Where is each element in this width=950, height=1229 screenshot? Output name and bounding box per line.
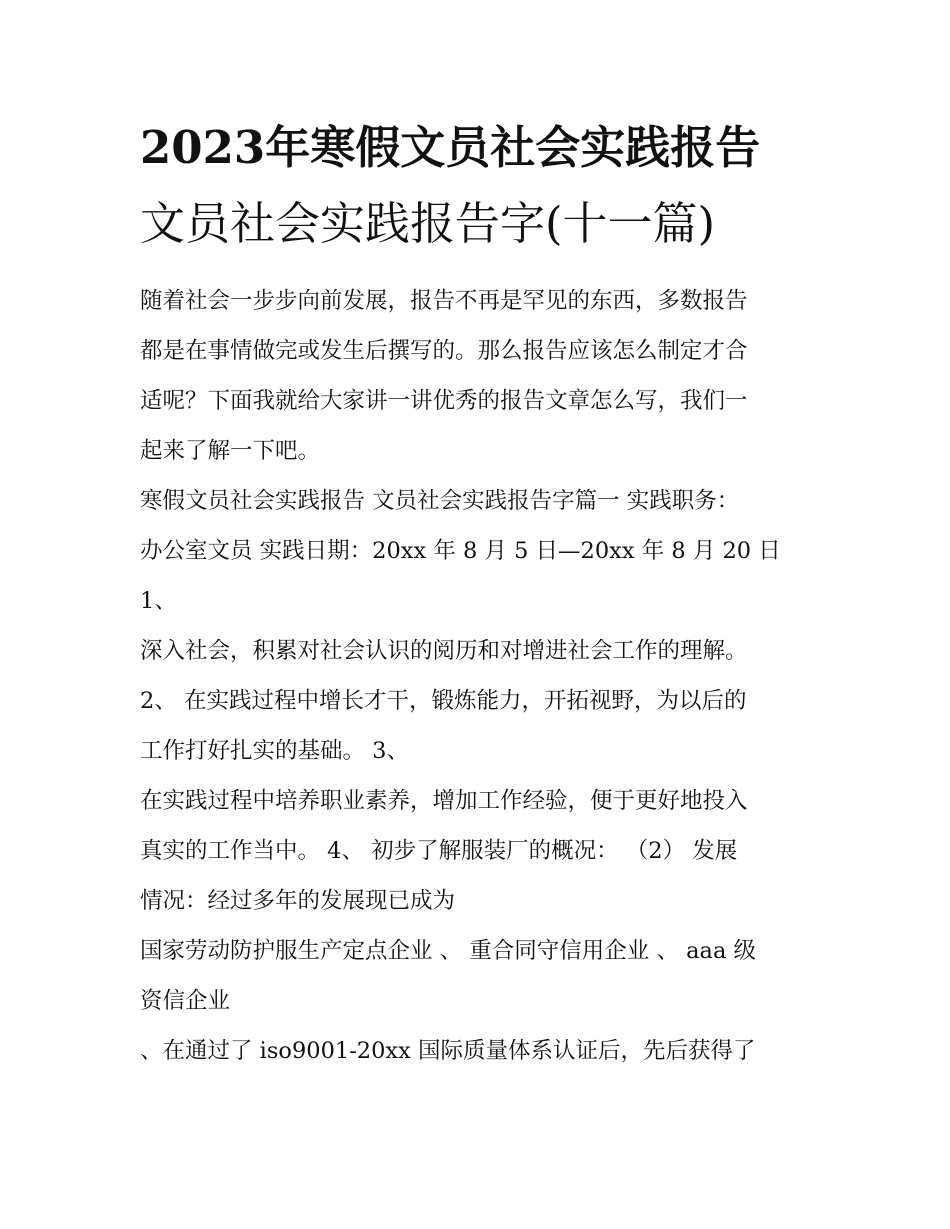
body-line-9: 2、 在实践过程中增长才干，锻炼能力，开拓视野，为以后的 [140,688,747,714]
body-line-15: 资信企业 [140,988,231,1014]
title-line-1-text: 年寒假文员社会实践报告 [265,121,761,174]
body-line-14: 国家劳动防护服生产定点企业 、 重合同守信用企业 、 aaa 级 [140,938,757,964]
title-year: 2023 [140,121,266,174]
body-line-1: 随着社会一步步向前发展，报告不再是罕见的东西，多数报告 [140,288,748,314]
body-line-2: 都是在事情做完或发生后撰写的。那么报告应该怎么制定才合 [140,338,748,364]
body-line-11: 在实践过程中培养职业素养，增加工作经验，便于更好地投入 [140,788,748,814]
body-line-7: 1、 [140,588,177,614]
body-line-13: 情况：经过多年的发展现已成为 [140,888,456,914]
body-line-8: 深入社会，积累对社会认识的阅历和对增进社会工作的理解。 [140,638,748,664]
document-title-line-1 [140,122,820,174]
body-line-12: 真实的工作当中。 4、 初步了解服装厂的概况： （2） 发展 [140,838,738,864]
document-title-line-2: 文员社会实践报告字(十一篇) [140,197,716,250]
body-line-6: 办公室文员 实践日期：20xx 年 8 月 5 日—20xx 年 8 月 20 日 [140,538,781,564]
body-line-5: 寒假文员社会实践报告 文员社会实践报告字篇一 实践职务： [140,488,740,514]
body-line-10: 工作打好扎实的基础。 3、 [140,738,409,764]
body-line-16: 、在通过了 iso9001-20xx 国际质量体系认证后，先后获得了 [140,1038,756,1064]
body-line-3: 适呢？下面我就给大家讲一讲优秀的报告文章怎么写，我们一 [140,388,748,414]
body-line-4: 起来了解一下吧。 [140,438,321,464]
